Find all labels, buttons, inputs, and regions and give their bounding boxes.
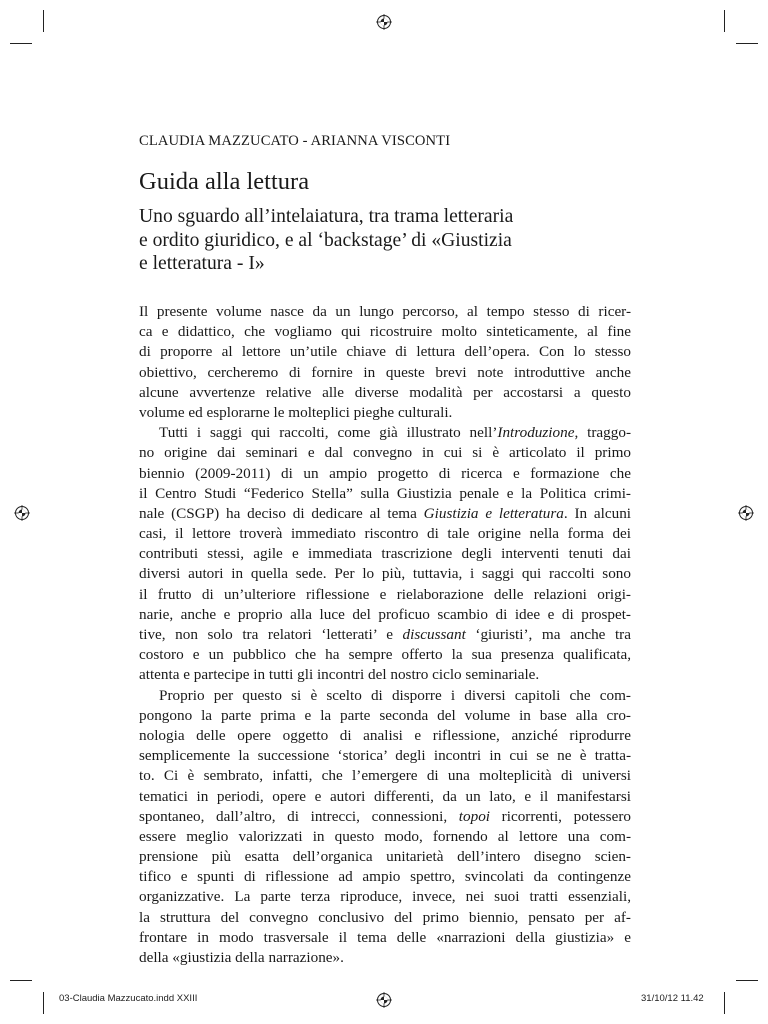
text-segment: no origine dai seminari e dal convegno in cui si è articolato il primo — [139, 444, 631, 462]
subtitle-line: e ordito giuridico, e al ‘backstage’ di «Giustizia — [139, 229, 512, 251]
text-line — [139, 887, 631, 907]
paragraph-3 — [139, 686, 631, 969]
text-segment: Proprio per questo si è scelto di disporre i diversi capitoli che com- — [159, 686, 631, 704]
text-line — [139, 847, 631, 867]
crop-mark-top-left-h — [10, 43, 32, 44]
crop-mark-bottom-left-v — [43, 992, 44, 1014]
text-segment: prensione più esatta dell’organica unitarietà dell’intero disegno scien- — [139, 848, 631, 866]
text-segment: costoro e un pubblico che ha sempre offerto la sua presenza qualificata, — [139, 646, 631, 664]
text-segment: spontaneo, dall’altro, di intrecci, connessioni, — [139, 807, 459, 825]
body-text — [139, 302, 631, 968]
text-segment: attenta e partecipe in tutti gli incontri del nostro ciclo seminariale. — [139, 666, 540, 684]
text-segment: biennio (2009-2011) di un ampio progetto di ricerca e formazione che — [139, 464, 631, 482]
text-segment: organizzative. La parte terza riproduce, invece, nei suoi tratti essenziali, — [139, 888, 631, 906]
text-line — [139, 726, 631, 746]
text-segment: il frutto di un’ulteriore riflessione e rielaborazione delle relazioni origi- — [139, 585, 631, 603]
crop-mark-top-right-h — [736, 43, 758, 44]
text-segment: , traggo- — [574, 424, 631, 442]
paragraph-2 — [139, 423, 631, 685]
italic-term: Giustizia e letteratura — [423, 504, 564, 522]
registration-mark-icon — [376, 14, 392, 30]
subtitle-line: Uno sguardo all’intelaiatura, tra trama letteraria — [139, 206, 514, 227]
footer-file-info: 03-Claudia Mazzucato.indd XXIII — [59, 993, 198, 1004]
text-line — [139, 504, 631, 524]
text-line — [139, 585, 631, 605]
text-line — [139, 625, 631, 645]
authors-line: CLAUDIA MAZZUCATO - ARIANNA VISCONTI — [139, 133, 451, 149]
text-line — [139, 746, 631, 766]
text-segment: Tutti i saggi qui raccolti, come già illustrato nell’ — [159, 424, 498, 442]
registration-mark-icon — [738, 505, 754, 521]
text-segment: to. Ci è sembrato, infatti, che l’emergere di una molteplicità di universi — [139, 767, 631, 785]
text-segment: il Centro Studi “Federico Stella” sulla Giustizia penale e la Politica crimi- — [139, 484, 631, 502]
text-line — [139, 928, 631, 948]
chapter-title: Guida alla lettura — [139, 168, 310, 195]
text-line — [139, 766, 631, 786]
text-segment: casi, il lettore troverà immediato riscontro di tale origine nella forma dei — [139, 525, 631, 543]
text-segment: . In alcuni — [563, 504, 632, 522]
text-segment: essere meglio valorizzati in questo modo, fornendo al lettore una com- — [139, 827, 631, 845]
text-segment: narie, anche e proprio alla luce del proficuo scambio di idee e di prospet- — [139, 605, 631, 623]
text-segment: tifico e spunti di riflessione ad ampio spettro, svincolati da contingenze — [139, 868, 631, 886]
text-segment: ‘giuristi’, ma anche tra — [465, 626, 631, 643]
chapter-subtitle — [139, 205, 639, 276]
registration-mark-icon — [376, 992, 392, 1008]
text-line — [139, 867, 631, 887]
text-line — [139, 827, 631, 847]
text-line: alcune avvertenze relative alle diverse modalità per accostarsi a questo — [139, 383, 631, 401]
text-segment: contributi stessi, agile e immediata trascrizione degli interventi tenuti dai — [139, 545, 631, 563]
text-line: di proporre al lettore un’utile chiave di lettura dell’opera. Con lo stesso — [139, 343, 631, 361]
text-segment: tive, non solo tra relatori ‘letterati’ e — [139, 626, 403, 643]
registration-mark-icon — [14, 505, 30, 521]
text-line: ca e didattico, che vogliamo qui ricostruire molto sinteticamente, al fine — [139, 323, 631, 341]
crop-mark-bottom-right-h — [736, 980, 758, 981]
text-line — [139, 524, 631, 544]
text-line — [139, 908, 631, 928]
text-line — [139, 686, 631, 706]
text-line: Il presente volume nasce da un lungo percorso, al tempo stesso di ricer- — [139, 303, 631, 320]
crop-mark-bottom-right-v — [724, 992, 725, 1014]
text-line — [139, 665, 631, 685]
text-line — [139, 544, 631, 564]
text-line — [139, 484, 631, 504]
crop-mark-top-right-v — [724, 10, 725, 32]
text-segment: della «giustizia della narrazione». — [139, 949, 344, 966]
italic-term: topoi — [458, 807, 491, 825]
text-segment: diversi autori in quella sede. Per lo più, tuttavia, i saggi qui raccolti sono — [139, 565, 631, 583]
footer-datetime: 31/10/12 11.42 — [641, 993, 704, 1004]
text-segment: nologia delle opere oggetto di analisi e riflessione, anziché riprodurre — [139, 726, 631, 744]
crop-mark-bottom-left-h — [10, 980, 32, 981]
text-line — [139, 564, 631, 584]
text-segment: nale (CSGP) ha deciso di dedicare al tema — [139, 504, 424, 522]
text-segment: la struttura del convegno conclusivo del primo biennio, pensato per af- — [139, 908, 631, 926]
text-segment: semplicemente la successione ‘storica’ degli incontri in cui se ne è tratta- — [139, 747, 631, 765]
crop-mark-top-left-v — [43, 10, 44, 32]
text-line — [139, 423, 631, 443]
text-segment: frontare in modo trasversale il tema delle «narrazioni della giustizia» e — [139, 928, 631, 946]
text-line — [139, 807, 631, 827]
text-segment: ricorrenti, potessero — [490, 807, 631, 825]
text-line — [139, 464, 631, 484]
text-line — [139, 706, 631, 726]
text-segment: tematici in periodi, opere e autori differenti, da un lato, e il manifestarsi — [139, 787, 631, 805]
text-line: volume ed esplorarne le molteplici pieghe culturali. — [139, 403, 453, 421]
text-line — [139, 443, 631, 463]
text-line — [139, 605, 631, 625]
paragraph-1 — [139, 302, 631, 423]
text-line — [139, 787, 631, 807]
text-line — [139, 645, 631, 665]
text-line — [139, 948, 631, 968]
italic-term: discussant — [402, 626, 466, 643]
italic-term: Introduzione — [497, 424, 575, 442]
subtitle-line: e letteratura - I» — [139, 253, 265, 274]
text-line: obiettivo, cercheremo di fornire in queste brevi note introduttive anche — [139, 363, 631, 381]
text-segment: pongono la parte prima e la parte seconda del volume in base alla cro- — [139, 706, 631, 724]
